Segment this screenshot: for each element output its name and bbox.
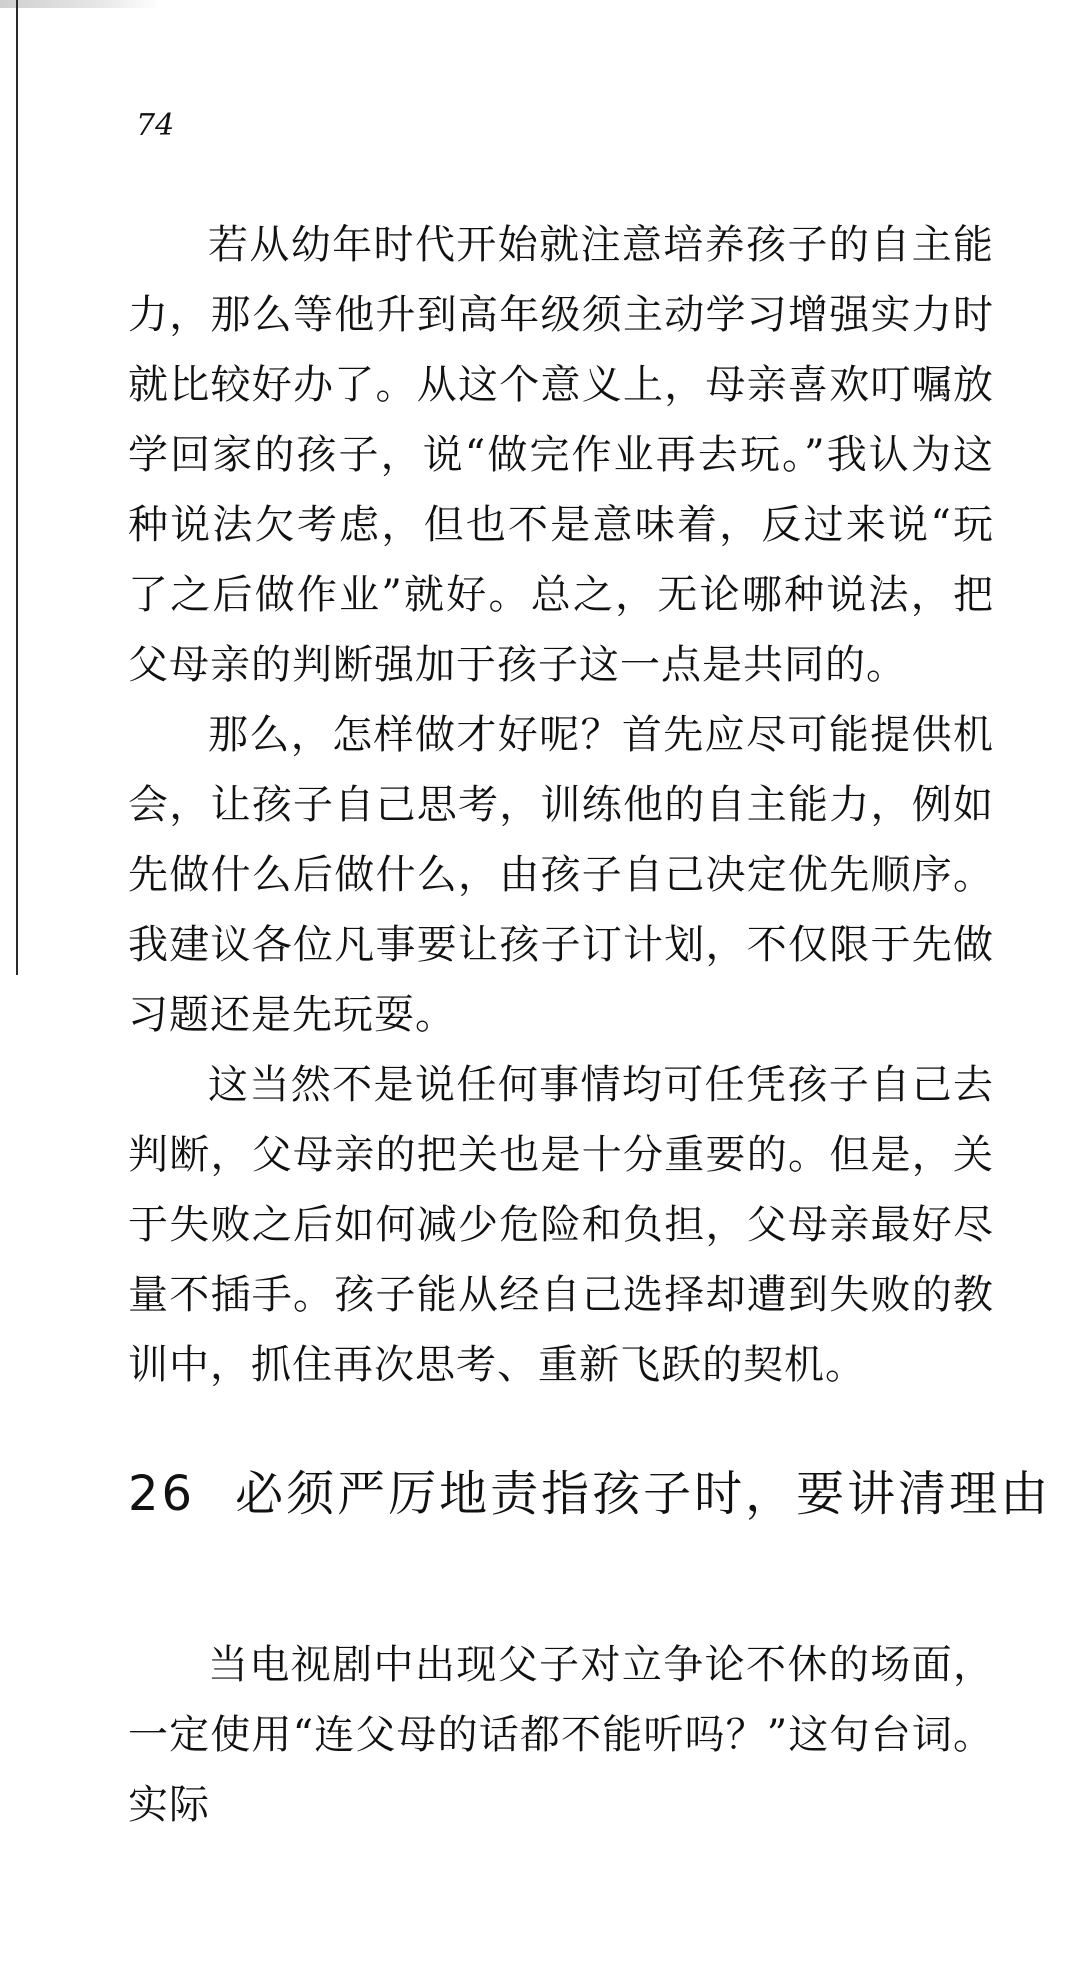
scan-edge-mark <box>0 0 160 8</box>
body-text-bottom <box>128 1630 994 1840</box>
body-text-top <box>128 210 994 1400</box>
paragraph: 若从幼年时代开始就注意培养孩子的自主能力，那么等他升到高年级须主动学习增强实力时就比较好办了。从这个意义上，母亲喜欢叮嘱放学回家的孩子，说“做完作业再去玩。”我认为这种说法欠考虑，但也不是意味着，反过来说“玩了之后做作业”就好。总之，无论哪种说法，把父母亲的判断强加于孩子这一点是共同的。 <box>128 222 994 688</box>
paragraph: 这当然不是说任何事情均可任凭孩子自己去判断，父母亲的把关也是十分重要的。但是，关于失败之后如何减少危险和负担，父母亲最好尽量不插手。孩子能从经自己选择却遭到失败的教训中，抓住再次思考、重新飞跃的契机。 <box>128 1062 994 1388</box>
page-edge-line <box>16 0 18 975</box>
section-heading <box>128 1455 1051 1524</box>
section-number: 26 <box>128 1466 196 1522</box>
paragraph: 当电视剧中出现父子对立争论不休的场面，一定使用“连父母的话都不能听吗？”这句台词。实际 <box>128 1642 994 1828</box>
page-number: 74 <box>136 108 175 143</box>
section-title: 必须严厉地责指孩子时，要讲清理由 <box>235 1466 1052 1522</box>
paragraph: 那么，怎样做才好呢？首先应尽可能提供机会，让孩子自己思考，训练他的自主能力，例如先做什么后做什么，由孩子自己决定优先顺序。我建议各位凡事要让孩子订计划，不仅限于先做习题还是先玩耍。 <box>128 712 994 1038</box>
